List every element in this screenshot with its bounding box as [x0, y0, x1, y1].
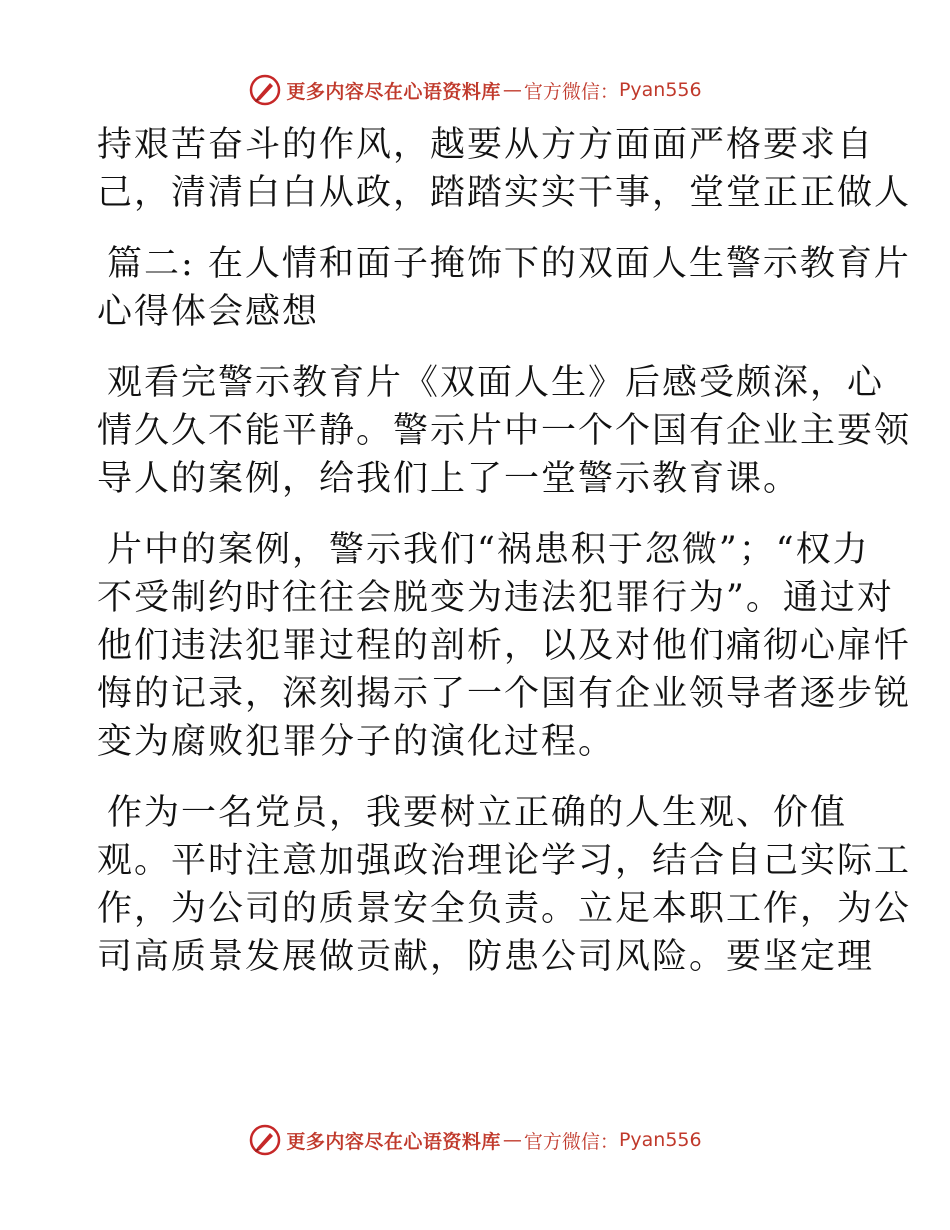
text-line: 悔的记录，深刻揭示了一个国有企业领导者逐步锐: [97, 674, 912, 714]
paragraph: [97, 121, 912, 217]
paragraph: [97, 526, 912, 766]
text-line: 变为腐败犯罪分子的演化过程。: [97, 722, 616, 762]
section-heading: [97, 240, 911, 336]
footer-watermark-banner: [0, 1120, 950, 1160]
text-line: 作为一名党员，我要树立正确的人生观、价值: [107, 793, 848, 833]
pen-logo-icon: [248, 1123, 282, 1157]
text-line: 心得体会感想: [97, 292, 320, 332]
text-line: 片中的案例，警示我们“祸患积于忽微”；“权力: [107, 530, 870, 570]
banner-dash: —: [502, 1129, 522, 1151]
text-line: 己，清清白白从政，踏踏实实干事，堂堂正正做人: [97, 173, 912, 213]
text-line: 持艰苦奋斗的作风，越要从方方面面严格要求自: [97, 125, 875, 165]
banner-brand-text: 更多内容尽在心语资料库: [286, 80, 501, 103]
paragraph: [97, 789, 912, 981]
text-line: 作，为公司的质景安全负责。立足本职工作，为公: [97, 889, 912, 929]
text-line: 观看完警示教育片《双面人生》后感受颇深，心: [107, 363, 885, 403]
banner-brand-text: 更多内容尽在心语资料库: [286, 1130, 501, 1153]
text-line: 观。平时注意加强政治理论学习，结合自己实际工: [97, 841, 912, 881]
document-body: [97, 121, 912, 1004]
banner-official-label: 官方微信：: [523, 80, 619, 103]
banner-account: Pyan556: [618, 79, 702, 101]
text-line: 不受制约时往往会脱变为违法犯罪行为”。通过对: [97, 578, 894, 618]
text-line: 他们违法犯罪过程的剖析，以及对他们痛彻心扉忏: [97, 626, 912, 666]
text-line: 篇二: 在人情和面子掩饰下的双面人生警示教育片: [107, 244, 911, 284]
banner-official-label: 官方微信：: [523, 1130, 619, 1153]
pen-logo-icon: [248, 73, 282, 107]
paragraph: [97, 359, 912, 503]
text-line: 情久久不能平静。警示片中一个个国有企业主要领: [97, 411, 912, 451]
header-watermark-banner: [0, 70, 950, 110]
text-line: 导人的案例，给我们上了一堂警示教育课。: [97, 459, 801, 499]
text-line: 司高质景发展做贡献，防患公司风险。要坚定理: [97, 937, 875, 977]
banner-account: Pyan556: [618, 1129, 702, 1151]
banner-dash: —: [502, 79, 522, 101]
